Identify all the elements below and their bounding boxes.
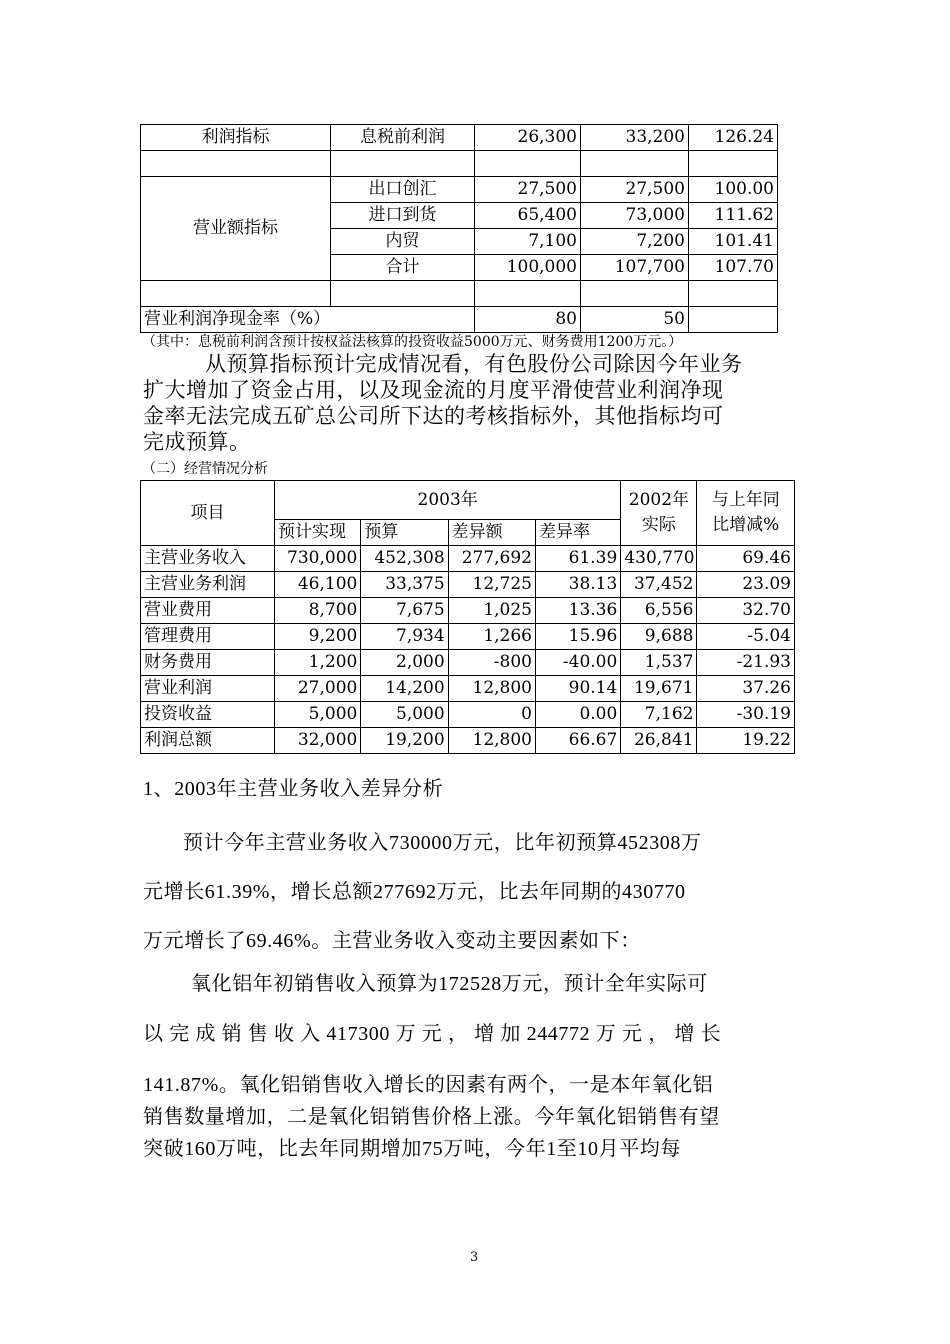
table-cell: 26,300 [475,125,581,151]
paragraph-line: 突破160万吨，比去年同期增加75万吨，今年1至10月平均每 [143,1138,681,1160]
subheader-cell: 差异额 [448,520,535,546]
table-row [141,125,778,151]
table-cell: 37.26 [697,676,795,702]
table-cell: 9,200 [275,624,361,650]
table-cell: 7,675 [361,598,448,624]
table-row [141,728,795,754]
table-cell: 0 [448,702,535,728]
table-cell [331,151,475,177]
header-2003: 2003年 [275,481,621,520]
table-cell: 主营业务收入 [141,546,275,572]
table-cell: 430,770 [621,546,697,572]
table-cell: 5,000 [361,702,448,728]
paragraph-alumina [143,969,823,1165]
table-cell: 7,200 [581,229,689,255]
revenue-indicator-label: 营业额指标 [141,177,331,281]
header-item: 项目 [141,481,275,546]
table-cell: 107,700 [581,255,689,281]
table-cell: 14,200 [361,676,448,702]
table-note: （其中：息税前利润含预计按权益法核算的投资收益5000万元、财务费用1200万元。） [142,334,683,350]
table-cell: 8,700 [275,598,361,624]
table-cell: 财务费用 [141,650,275,676]
table-cell: 100.00 [689,177,778,203]
table-cell: 66.67 [536,728,621,754]
table-cell: 进口到货 [331,203,475,229]
table-cell: 69.46 [697,546,795,572]
table-cell: 32,000 [275,728,361,754]
table-cell: 19.22 [697,728,795,754]
table-cell: 65,400 [475,203,581,229]
table-cell: 1,537 [621,650,697,676]
paragraph-line: 141.87%。氧化铝销售收入增长的因素有两个，一是本年氧化铝 [143,1074,714,1096]
paragraph-revenue-analysis [143,819,823,966]
table-cell: 23.09 [697,572,795,598]
paragraph-line: 从预算指标预计完成情况看，有色股份公司除因今年业务 [205,352,743,376]
paragraph-line: 完成预算。 [143,430,251,454]
table-cell: 452,308 [361,546,448,572]
table-cell [141,281,331,307]
table-cell [689,281,778,307]
table-cell: 5,000 [275,702,361,728]
table-cell: 32.70 [697,598,795,624]
page-number: 3 [470,1250,479,1265]
table-cell: 126.24 [689,125,778,151]
table-cell: 7,100 [475,229,581,255]
paragraph-line: 万元增长了69.46%。主营业务收入变动主要因素如下： [143,930,641,952]
table-cell: 33,375 [361,572,448,598]
paragraph-line: 元增长61.39%，增长总额277692万元，比去年同期的430770 [143,881,686,903]
header-2002-line: 实际 [641,515,676,535]
table-cell: 1,200 [275,650,361,676]
section-title: （二）经营情况分析 [142,461,268,477]
table-row [141,281,778,307]
table-cell [331,281,475,307]
table-cell: 合计 [331,255,475,281]
table-cell [475,281,581,307]
subheader-cell: 预计实现 [275,520,361,546]
table-cell: 50 [581,307,689,333]
table-cell [581,281,689,307]
table-row [141,546,795,572]
table-cell: 7,934 [361,624,448,650]
table-cell: 73,000 [581,203,689,229]
table-row [141,624,795,650]
table-cell: 1,025 [448,598,535,624]
table-row [141,151,778,177]
header-yoy-line: 比增减% [712,515,780,535]
table-row [141,676,795,702]
table-cell: 管理费用 [141,624,275,650]
table-cell [689,307,778,333]
table-cell: 营业费用 [141,598,275,624]
table-cell: -5.04 [697,624,795,650]
table-cell: 出口创汇 [331,177,475,203]
table-cell: 277,692 [448,546,535,572]
table-cell: 27,000 [275,676,361,702]
table-cell: -800 [448,650,535,676]
section-heading: 1、2003年主营业务收入差异分析 [143,778,444,800]
table-cell: 0.00 [536,702,621,728]
table-cell [141,151,331,177]
table-cell: 投资收益 [141,702,275,728]
table-cell: 15.96 [536,624,621,650]
table-row [141,307,778,333]
ebit-label: 息税前利润 [331,125,475,151]
table-row [141,177,778,203]
subheader-cell: 预算 [361,520,448,546]
budget-indicator-table [140,124,778,333]
paragraph-line: 氧化铝年初销售收入预算为172528万元，预计全年实际可 [191,973,708,995]
table-cell: 9,688 [621,624,697,650]
table-row [141,650,795,676]
table-row [141,702,795,728]
profit-indicator-label: 利润指标 [141,125,331,151]
table-cell [581,151,689,177]
table-cell: 利润总额 [141,728,275,754]
table-cell: 90.14 [536,676,621,702]
paragraph-line: 销售数量增加，二是氧化铝销售价格上涨。今年氧化铝销售有望 [143,1106,720,1128]
table-cell: 13.36 [536,598,621,624]
operating-analysis-table [140,480,795,754]
table-cell: 12,725 [448,572,535,598]
table-cell: -30.19 [697,702,795,728]
table-cell: 61.39 [536,546,621,572]
table-cell: 19,671 [621,676,697,702]
table-cell: 111.62 [689,203,778,229]
table-cell: 内贸 [331,229,475,255]
table-cell: 26,841 [621,728,697,754]
header-2002-line: 2002年 [628,490,690,510]
table-cell: 33,200 [581,125,689,151]
table-cell: 12,800 [448,676,535,702]
paragraph-line: 扩大增加了资金占用，以及现金流的月度平滑使营业利润净现 [143,378,724,402]
header-yoy [697,481,795,546]
table-header-row [141,481,795,520]
table-cell: 2,000 [361,650,448,676]
table-cell: 12,800 [448,728,535,754]
table-cell: 730,000 [275,546,361,572]
paragraph-budget-summary [143,351,823,455]
paragraph-line: 预计今年主营业务收入730000万元，比年初预算452308万 [183,832,702,854]
table-cell [689,151,778,177]
table-cell [475,151,581,177]
table-cell: 营业利润 [141,676,275,702]
table-cell: 37,452 [621,572,697,598]
table-cell: 80 [475,307,581,333]
table-cell: -40.00 [536,650,621,676]
table-cell: 19,200 [361,728,448,754]
subheader-cell: 差异率 [536,520,621,546]
table-cell: -21.93 [697,650,795,676]
table-cell: 7,162 [621,702,697,728]
table-row [141,572,795,598]
paragraph-line: 以 完 成 销 售 收 入 417300 万 元 ， 增 加 244772 万 元 ， 增 长 [143,1023,722,1045]
table-cell: 27,500 [475,177,581,203]
table-cell: 46,100 [275,572,361,598]
header-yoy-line: 与上年同 [711,490,780,510]
table-cell: 101.41 [689,229,778,255]
table-cell: 27,500 [581,177,689,203]
table-cell: 38.13 [536,572,621,598]
paragraph-line: 金率无法完成五矿总公司所下达的考核指标外，其他指标均可 [143,404,724,428]
table-row [141,598,795,624]
table-cell: 107.70 [689,255,778,281]
table-cell: 1,266 [448,624,535,650]
table-cell: 6,556 [621,598,697,624]
table-cell: 100,000 [475,255,581,281]
header-2002 [621,481,697,546]
table-cell: 主营业务利润 [141,572,275,598]
cash-ratio-label: 营业利润净现金率（%） [141,307,475,333]
